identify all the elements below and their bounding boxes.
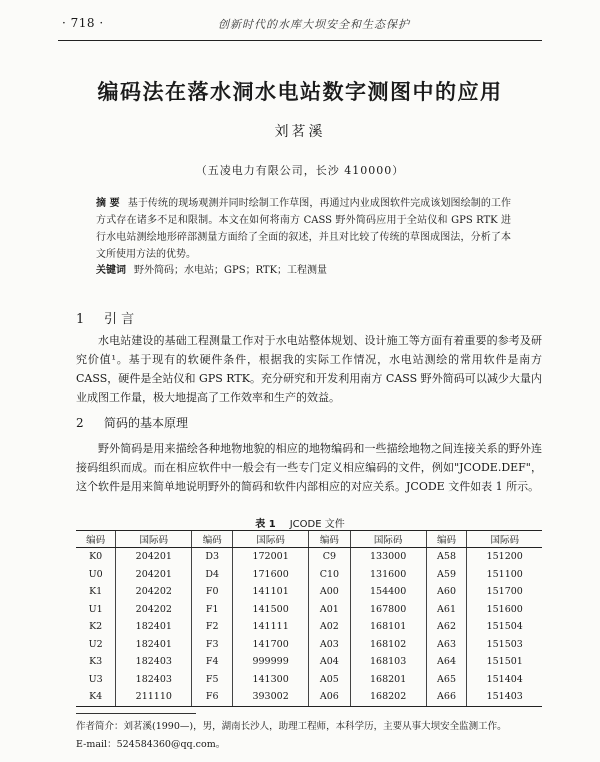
table-cell: 182403 — [116, 671, 192, 689]
page-number: · 718 · — [62, 16, 104, 30]
table-cell: 167800 — [350, 601, 426, 619]
table-cell: 393002 — [233, 688, 309, 706]
footnote-rule — [76, 713, 196, 714]
keywords — [96, 264, 511, 278]
table-cell: 151200 — [467, 548, 542, 566]
table-cell: D3 — [192, 548, 233, 566]
table-header-cell: 国际码 — [350, 531, 426, 548]
table-cell: F3 — [192, 636, 233, 654]
table-cell: A63 — [426, 636, 467, 654]
table-cell: 204201 — [116, 566, 192, 584]
table-caption — [0, 515, 600, 530]
abstract-label: 摘 要 — [96, 198, 120, 209]
table-cell: A64 — [426, 653, 467, 671]
table-cell: 141500 — [233, 601, 309, 619]
table-cell: U3 — [88, 673, 103, 685]
table-cell: 154400 — [350, 583, 426, 601]
table-cell: C9 — [309, 548, 351, 566]
table-cell: F1 — [192, 601, 233, 619]
table-header-cell: 编码 — [192, 531, 233, 548]
table-cell: 141101 — [233, 583, 309, 601]
table-row — [76, 653, 542, 671]
table-cell: 168201 — [350, 671, 426, 689]
table-cell: 168202 — [350, 688, 426, 706]
table-row — [76, 671, 542, 689]
author: 刘茗溪 — [274, 124, 326, 140]
table-cell: 151700 — [467, 583, 542, 601]
table-cell: 204201 — [116, 548, 192, 566]
table-cell: F0 — [192, 583, 233, 601]
table-cell: A58 — [426, 548, 467, 566]
table-cell: A02 — [309, 618, 351, 636]
table-cell: 141300 — [233, 671, 309, 689]
table-cell: F2 — [192, 618, 233, 636]
table-cell: F6 — [192, 688, 233, 706]
table-cell: K2 — [89, 621, 103, 633]
table-caption-title: JCODE 文件 — [289, 519, 345, 530]
table-cell: A03 — [309, 636, 351, 654]
table-row — [76, 618, 542, 636]
table-cell: 182401 — [116, 636, 192, 654]
table-cell: 204202 — [116, 583, 192, 601]
table-cell: A60 — [426, 583, 467, 601]
table-cell: A06 — [309, 688, 351, 706]
table-cell: K3 — [89, 656, 103, 668]
table-cell: 168103 — [350, 653, 426, 671]
table-row — [76, 688, 542, 706]
section-1-number: 1 — [76, 312, 85, 327]
table-header-row — [76, 531, 542, 548]
table-row — [76, 636, 542, 654]
table-body — [76, 548, 542, 707]
table-caption-label: 表 1 — [255, 519, 276, 530]
table-header-cell: 编码 — [76, 531, 116, 548]
table-cell: 168101 — [350, 618, 426, 636]
table-header-cell: 编码 — [309, 531, 351, 548]
table-row — [76, 601, 542, 619]
table-header-cell: 国际码 — [116, 531, 192, 548]
table-cell: 133000 — [350, 548, 426, 566]
affiliation: （五凌电力有限公司，长沙 410000） — [195, 164, 405, 177]
table-cell: 151404 — [467, 671, 542, 689]
journal-title: 创新时代的水库大坝安全和生态保护 — [218, 18, 410, 31]
table-cell: D4 — [192, 566, 233, 584]
table-cell: A65 — [426, 671, 467, 689]
paragraph-principle: 野外简码是用来描绘各种地物地貌的相应的地物编码和一些描绘地物之间连接关系的野外连接码组织而成。而在相应软件中一般会有一些专门定义相应编码的文件，例如"JCODE.DEF"，这个软件是用来简单地说明野外的简码和软件内部相应的对应关系。JCODE 文件如表 1 所示。 — [76, 442, 542, 493]
table-row — [76, 583, 542, 601]
paper-title: 编码法在落水洞水电站数字测图中的应用 — [97, 80, 503, 104]
header-rule — [58, 40, 542, 41]
table-cell: A00 — [309, 583, 351, 601]
table-cell: K1 — [89, 586, 103, 598]
table-cell: 211110 — [116, 688, 192, 706]
table-cell: A04 — [309, 653, 351, 671]
table-header-cell: 编码 — [426, 531, 467, 548]
keywords-text: 野外简码；水电站；GPS；RTK；工程测量 — [134, 265, 328, 276]
table-row — [76, 566, 542, 584]
table-cell: 151503 — [467, 636, 542, 654]
table-cell: 151100 — [467, 566, 542, 584]
table-cell: 151600 — [467, 601, 542, 619]
table-cell: 182401 — [116, 618, 192, 636]
section-1-title: 引 言 — [104, 312, 135, 327]
table-cell: A61 — [426, 601, 467, 619]
jcode-table — [76, 530, 542, 707]
paragraph-introduction: 水电站建设的基础工程测量工作对于水电站整体规划、设计施工等方面有着重要的参考及研究价值¹。基于现有的软硬件条件，根据我的实际工作情况，水电站测绘的常用软件是南方 CASS，硬件是全站仪和 GPS RTK。充分研究和开发利用南方 CASS 野外简码可以减少大量内业成图工作量，极大地提高了工作效率和生产的效益。 — [76, 334, 542, 404]
table-cell: 141700 — [233, 636, 309, 654]
table-cell: 151504 — [467, 618, 542, 636]
table-cell: U0 — [88, 568, 103, 580]
table-cell: 131600 — [350, 566, 426, 584]
table-cell: 204202 — [116, 601, 192, 619]
table-cell: C10 — [309, 566, 351, 584]
table-cell: 151403 — [467, 688, 542, 706]
table-cell: 999999 — [233, 653, 309, 671]
table-cell: 168102 — [350, 636, 426, 654]
table-cell: U2 — [88, 638, 103, 650]
table-cell: 171600 — [233, 566, 309, 584]
table-row — [76, 548, 542, 566]
abstract-text: 基于传统的现场观测并同时绘制工作草图，再通过内业成图软件完成该划图绘制的工作方式存在诸多不足和限制。本文在如何将南方 CASS 野外简码应用于全站仪和 GPS RTK 进行水电站测绘地形碎部测量方面给了全面的叙述，并且对比较了传统的草图成图法，分析了本文所使用方法的优势。 — [96, 198, 512, 260]
section-1-heading — [76, 308, 134, 327]
author-footnote — [76, 718, 546, 754]
table-cell: A62 — [426, 618, 467, 636]
table-cell: F5 — [192, 671, 233, 689]
section-2-heading — [76, 414, 188, 431]
table-cell: A66 — [426, 688, 467, 706]
footnote-email: E-mail：524584360@qq.com。 — [76, 739, 226, 750]
footnote-label: 作者简介： — [76, 721, 124, 732]
table-cell: A01 — [309, 601, 351, 619]
table-cell: U1 — [88, 603, 103, 615]
table-header-cell: 国际码 — [467, 531, 542, 548]
table-cell: 182403 — [116, 653, 192, 671]
table-cell: A59 — [426, 566, 467, 584]
abstract — [96, 195, 511, 263]
table-cell: A05 — [309, 671, 351, 689]
table-cell: K0 — [89, 551, 103, 563]
table-header-cell: 国际码 — [233, 531, 309, 548]
keywords-label: 关键词 — [96, 265, 126, 276]
footnote-text: 刘茗溪(1990—)，男，湖南长沙人，助理工程师，本科学历，主要从事大坝安全监测工作。 — [123, 721, 507, 732]
table-cell: 172001 — [233, 548, 309, 566]
table-cell: 151501 — [467, 653, 542, 671]
section-2-title: 简码的基本原理 — [104, 416, 189, 430]
table-cell: K4 — [76, 688, 116, 706]
section-2-number: 2 — [76, 416, 84, 430]
table-cell: 141111 — [233, 618, 309, 636]
table-cell: F4 — [192, 653, 233, 671]
